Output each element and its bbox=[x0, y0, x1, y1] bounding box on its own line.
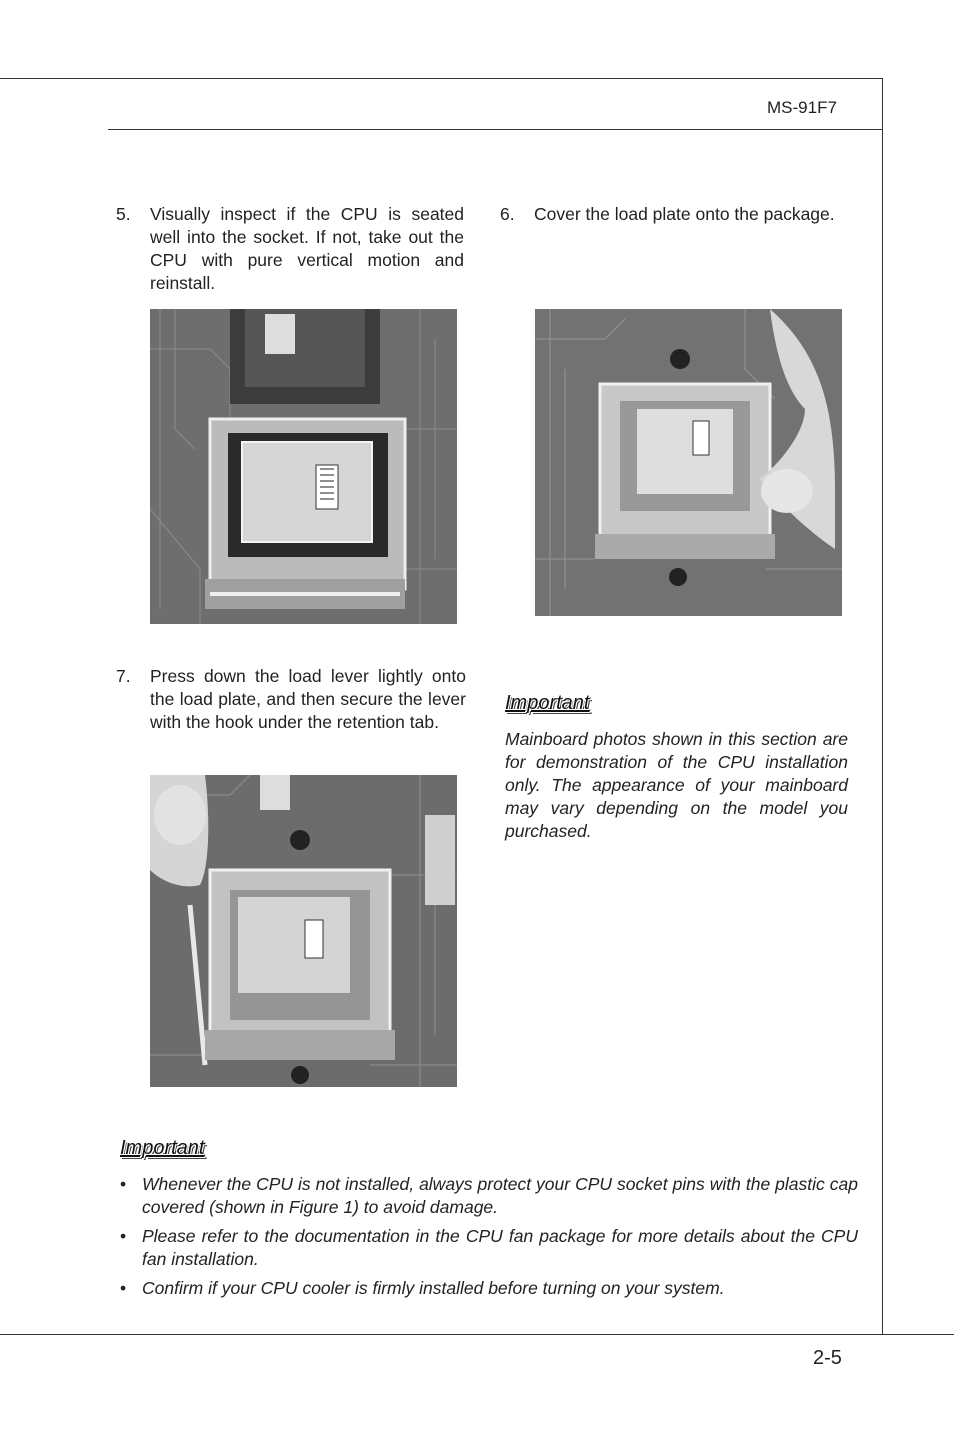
top-rule-outer bbox=[0, 78, 882, 79]
list-item-text: Confirm if your CPU cooler is firmly installed before turning on your system. bbox=[142, 1278, 725, 1298]
step-number: 7. bbox=[116, 666, 131, 686]
list-item-text: Please refer to the documentation in the CPU fan package for more details about the CPU fan installation. bbox=[142, 1226, 858, 1269]
list-item bbox=[118, 1173, 858, 1219]
page-number: 2-5 bbox=[813, 1347, 842, 1369]
step-text: Visually inspect if the CPU is seated well into the socket. If not, take out the CPU with pure vertical motion and reinstall. bbox=[150, 204, 464, 293]
bullet: • bbox=[120, 1226, 127, 1246]
model-number: MS-91F7 bbox=[767, 98, 837, 117]
step-number: 6. bbox=[500, 204, 515, 224]
important-list bbox=[118, 1173, 858, 1306]
list-item-text: Whenever the CPU is not installed, always protect your CPU socket pins with the plastic cap covered (shown in Figure 1) to avoid damage. bbox=[142, 1174, 858, 1217]
list-item bbox=[118, 1225, 858, 1271]
important-text-right: Mainboard photos shown in this section are for demonstration of the CPU installation only. The appearance of your mainboard may vary depending on the model you purchased. bbox=[505, 729, 848, 841]
bullet: • bbox=[120, 1174, 127, 1194]
step-number: 5. bbox=[116, 204, 131, 224]
list-item bbox=[118, 1277, 858, 1300]
bullet: • bbox=[120, 1278, 127, 1298]
important-heading-right: Important bbox=[505, 692, 590, 714]
cpu-seated-photo bbox=[150, 309, 457, 624]
footer-rule bbox=[0, 1334, 954, 1335]
step-text: Cover the load plate onto the package. bbox=[534, 204, 835, 224]
load-plate-photo bbox=[535, 309, 842, 616]
header-rule bbox=[108, 129, 883, 130]
step-6 bbox=[500, 203, 840, 253]
load-lever-photo bbox=[150, 775, 457, 1087]
right-vertical-rule bbox=[882, 78, 883, 1335]
step-5 bbox=[116, 203, 464, 299]
step-7 bbox=[116, 665, 466, 761]
important-heading-bottom: Important bbox=[120, 1137, 205, 1159]
step-text: Press down the load lever lightly onto the load plate, and then secure the lever with the hook under the retention tab. bbox=[150, 666, 466, 732]
